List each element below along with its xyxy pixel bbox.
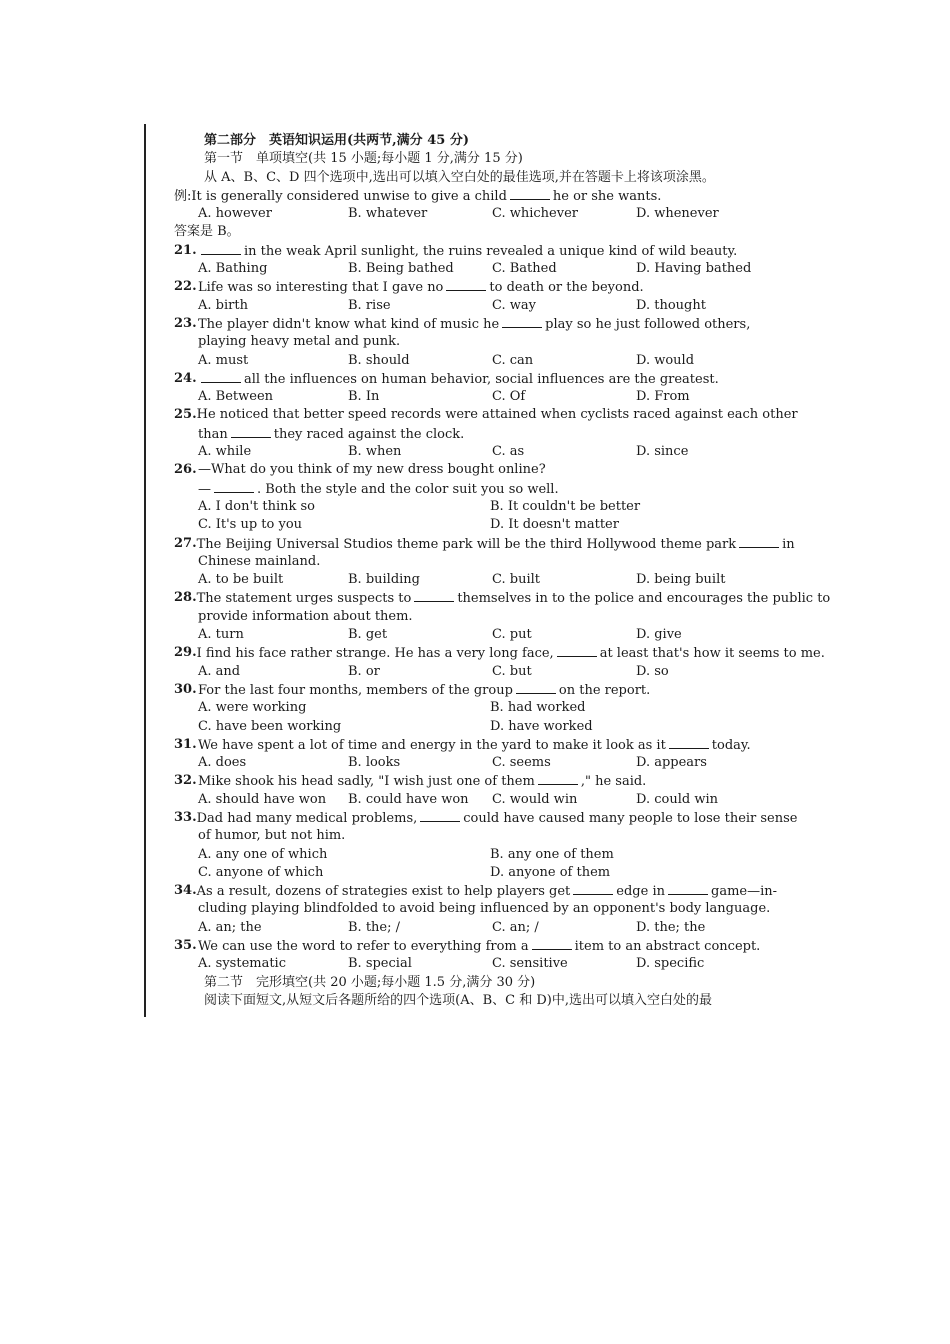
question-text: [197, 882, 777, 900]
example-stem-before: 例:It is generally considered unwise to give a child: [174, 188, 507, 204]
stem-after: game—in-: [711, 884, 778, 900]
option-c: C. can: [492, 352, 534, 368]
options-row: [174, 571, 774, 589]
stem-after: could have caused many people to lose their sense: [463, 810, 798, 826]
question-text: [198, 772, 646, 790]
option-c: C. seems: [492, 755, 551, 771]
example-answer: 答案是 B。: [174, 224, 240, 240]
question-text: [197, 406, 798, 424]
question-continuation: Chinese mainland.: [198, 553, 321, 569]
option-c: C. Bathed: [492, 261, 557, 277]
options-row: [174, 260, 774, 278]
stem-after: ," he said.: [580, 774, 647, 790]
stem-after: play so he just followed others,: [545, 316, 751, 332]
blank: [668, 882, 708, 895]
stem-before: The Beijing Universal Studios theme park will be the third Hollywood theme park: [196, 536, 737, 552]
option-a: A. systematic: [198, 956, 286, 972]
stem-after: in the weak April sunlight, the ruins revealed a unique kind of wild beauty.: [244, 243, 738, 259]
question-stem: [174, 937, 774, 955]
option-c: C. way: [492, 297, 536, 313]
question-number: 22.: [174, 279, 197, 295]
question-number: 29.: [174, 645, 197, 661]
option-a: A. Between: [198, 389, 274, 405]
question-number: 25.: [174, 407, 197, 423]
question-number: 33.: [174, 809, 197, 825]
stem-after: at least that's how it seems to me.: [599, 646, 825, 662]
stem-before: I find his face rather strange. He has a very long face,: [196, 646, 554, 662]
question-text: [198, 315, 750, 333]
stem-after: on the report.: [558, 682, 651, 698]
question-text: [198, 736, 751, 754]
question-number: 31.: [174, 736, 197, 752]
stem-after: all the influences on human behavior, social influences are the greatest.: [244, 371, 719, 387]
question-stem: [174, 772, 774, 790]
question-number: 34.: [174, 883, 197, 899]
question-stem: [174, 644, 825, 662]
option-b: B. any one of them: [490, 846, 614, 862]
options-row: [174, 955, 774, 973]
options-row: [174, 498, 774, 516]
option-c: C. It's up to you: [198, 517, 303, 533]
question-text: [197, 535, 795, 553]
option-b: B. when: [348, 444, 402, 460]
section1-header: 第一节 单项填空(共 15 小题;每小题 1 分,满分 15 分): [204, 151, 523, 167]
option-b: B. could have won: [348, 791, 469, 807]
option-a: A. an; the: [198, 919, 262, 935]
option-c: C. an; /: [492, 919, 539, 935]
option-a: A. any one of which: [198, 846, 328, 862]
options-row: [174, 919, 774, 937]
option-b: B. whatever: [348, 206, 428, 222]
question-text: [197, 644, 825, 662]
stem-before: Dad had many medical problems,: [196, 810, 418, 826]
question-number: 26.: [174, 462, 197, 478]
question-number: 21.: [174, 242, 197, 258]
question-list: [174, 242, 831, 974]
option-a: A. however: [198, 206, 272, 222]
option-b: B. had worked: [490, 700, 586, 716]
stem-before: As a result, dozens of strategies exist to help players get: [196, 884, 571, 900]
exam-page: [174, 132, 831, 1010]
options-row: [174, 297, 774, 315]
question-continuation: of humor, but not him.: [198, 828, 346, 844]
section2-instructions: 阅读下面短文,从短文后各题所给的四个选项(A、B、C 和 D)中,选出可以填入空白处的最: [204, 992, 712, 1008]
blank: [201, 370, 241, 383]
option-b: B. It couldn't be better: [490, 498, 641, 514]
stem-before: The player didn't know what kind of music he: [198, 316, 500, 332]
blank: [538, 772, 578, 785]
example-stem-after: he or she wants.: [552, 188, 662, 204]
question-text: [198, 278, 644, 296]
blank: [557, 644, 597, 657]
question-text: [198, 242, 737, 260]
option-b: B. special: [348, 956, 412, 972]
option-d: D. give: [636, 627, 682, 643]
option-a: A. Bathing: [198, 261, 268, 277]
options-row: [174, 718, 774, 736]
question-continuation: [174, 480, 774, 498]
question-text: [198, 681, 650, 699]
option-b: B. In: [348, 389, 380, 405]
options-row: [174, 864, 774, 882]
blank: [669, 736, 709, 749]
options-row: [174, 754, 774, 772]
question-number: 35.: [174, 938, 197, 954]
blank: [446, 278, 486, 291]
stem-before: We have spent a lot of time and energy in the yard to make it look as it: [198, 737, 666, 753]
question-continuation: cluding playing blindfolded to avoid being influenced by an opponent's body language.: [198, 901, 771, 917]
option-a: A. while: [198, 444, 252, 460]
cont-before: —: [198, 481, 211, 497]
blank: [201, 242, 241, 255]
option-a: A. does: [198, 755, 247, 771]
stem-after: in: [782, 536, 795, 552]
cont-after: . Both the style and the color suit you so well.: [257, 481, 559, 497]
options-row: [174, 663, 774, 681]
stem-after: today.: [711, 737, 751, 753]
blank: [739, 535, 779, 548]
option-c: C. would win: [492, 791, 578, 807]
blank: [510, 187, 550, 200]
options-row: [174, 626, 774, 644]
option-b: B. building: [348, 572, 421, 588]
option-b: B. rise: [348, 297, 391, 313]
instructions: 从 A、B、C、D 四个选项中,选出可以填入空白处的最佳选项,并在答题卡上将该项涂黑。: [204, 169, 715, 185]
question-text: [198, 370, 719, 388]
option-d: D. have worked: [490, 718, 593, 734]
question-stem: [174, 589, 831, 607]
option-b: B. get: [348, 627, 388, 643]
part-header: 第二部分 英语知识运用(共两节,满分 45 分): [204, 133, 469, 148]
blank: [414, 589, 454, 602]
option-d: D. since: [636, 444, 689, 460]
option-b: B. should: [348, 352, 410, 368]
option-a: A. birth: [198, 297, 248, 313]
question-stem: [174, 315, 774, 333]
option-d: D. Having bathed: [636, 261, 752, 277]
option-d: D. thought: [636, 297, 706, 313]
options-row: [174, 443, 774, 461]
question-number: 23.: [174, 315, 197, 331]
question-number: 30.: [174, 681, 197, 697]
margin-rule: [144, 124, 146, 1017]
option-d: D. specific: [636, 956, 705, 972]
stem-before: —What do you think of my new dress bought online?: [198, 462, 546, 478]
question-stem: [174, 809, 798, 827]
blank: [532, 937, 572, 950]
stem-after: to death or the beyond.: [489, 280, 644, 296]
blank: [573, 882, 613, 895]
option-c: C. anyone of which: [198, 864, 324, 880]
question-text: [197, 589, 831, 607]
option-a: A. must: [198, 352, 249, 368]
blank: [502, 315, 542, 328]
option-a: A. I don't think so: [198, 498, 316, 514]
stem-before: He noticed that better speed records were attained when cyclists raced against each other: [196, 407, 798, 423]
option-d: D. being built: [636, 572, 726, 588]
option-b: B. the; /: [348, 919, 400, 935]
question-stem: [174, 370, 774, 388]
blank: [231, 425, 271, 438]
option-d: D. From: [636, 389, 690, 405]
options-row: [174, 791, 774, 809]
option-d: D. the; the: [636, 919, 706, 935]
option-a: A. turn: [198, 627, 244, 643]
question-text: [198, 461, 546, 479]
option-d: D. appears: [636, 755, 707, 771]
example-stem: [174, 187, 774, 205]
stem-before: For the last four months, members of the group: [198, 682, 513, 698]
question-stem: [174, 461, 774, 479]
option-b: B. Being bathed: [348, 261, 454, 277]
options-row: [174, 846, 774, 864]
option-d: D. could win: [636, 791, 718, 807]
options-row: [174, 388, 774, 406]
question-stem: [174, 681, 774, 699]
question-stem: [174, 882, 778, 900]
option-c: C. Of: [492, 389, 526, 405]
cont-before: than: [198, 426, 228, 442]
question-number: 32.: [174, 773, 197, 789]
question-stem: [174, 406, 798, 424]
option-d: D. so: [636, 663, 669, 679]
option-b: B. looks: [348, 755, 401, 771]
question-text: [197, 809, 798, 827]
option-a: A. should have won: [198, 791, 327, 807]
question-number: 28.: [174, 590, 197, 606]
question-continuation: provide information about them.: [198, 608, 413, 624]
question-continuation: [174, 425, 774, 443]
question-stem: [174, 535, 795, 553]
blank: [516, 681, 556, 694]
question-text: [198, 937, 760, 955]
option-d: D. anyone of them: [490, 864, 611, 880]
stem-before: Mike shook his head sadly, "I wish just one of them: [198, 774, 535, 790]
option-d: D. would: [636, 352, 695, 368]
option-a: A. and: [198, 663, 241, 679]
example-options: [174, 205, 774, 223]
section2-header: 第二节 完形填空(共 20 小题;每小题 1.5 分,满分 30 分): [204, 974, 536, 990]
stem-before: Life was so interesting that I gave no: [198, 280, 444, 296]
stem-before: The statement urges suspects to: [196, 591, 412, 607]
option-d: D. It doesn't matter: [490, 517, 619, 533]
cont-after: they raced against the clock.: [273, 426, 465, 442]
question-stem: [174, 242, 774, 260]
question-number: 24.: [174, 370, 197, 386]
question-number: 27.: [174, 535, 197, 551]
stem-before: We can use the word to refer to everything from a: [198, 939, 529, 955]
options-row: [174, 352, 774, 370]
option-a: A. to be built: [198, 572, 284, 588]
question-stem: [174, 278, 774, 296]
option-c: C. have been working: [198, 718, 342, 734]
stem-after: item to an abstract concept.: [574, 939, 761, 955]
option-b: B. or: [348, 663, 380, 679]
question-continuation: playing heavy metal and punk.: [198, 334, 401, 350]
option-c: C. as: [492, 444, 525, 460]
blank: [214, 480, 254, 493]
options-row: [174, 699, 774, 717]
question-stem: [174, 736, 774, 754]
option-d: D. whenever: [636, 206, 719, 222]
option-c: C. sensitive: [492, 956, 568, 972]
option-c: C. built: [492, 572, 540, 588]
option-a: A. were working: [198, 700, 307, 716]
stem-after: themselves in to the police and encourages the public to: [457, 591, 831, 607]
option-c: C. put: [492, 627, 532, 643]
stem-middle: edge in: [616, 884, 665, 900]
options-row: [174, 516, 774, 534]
option-c: C. whichever: [492, 206, 579, 222]
option-c: C. but: [492, 663, 532, 679]
blank: [420, 809, 460, 822]
